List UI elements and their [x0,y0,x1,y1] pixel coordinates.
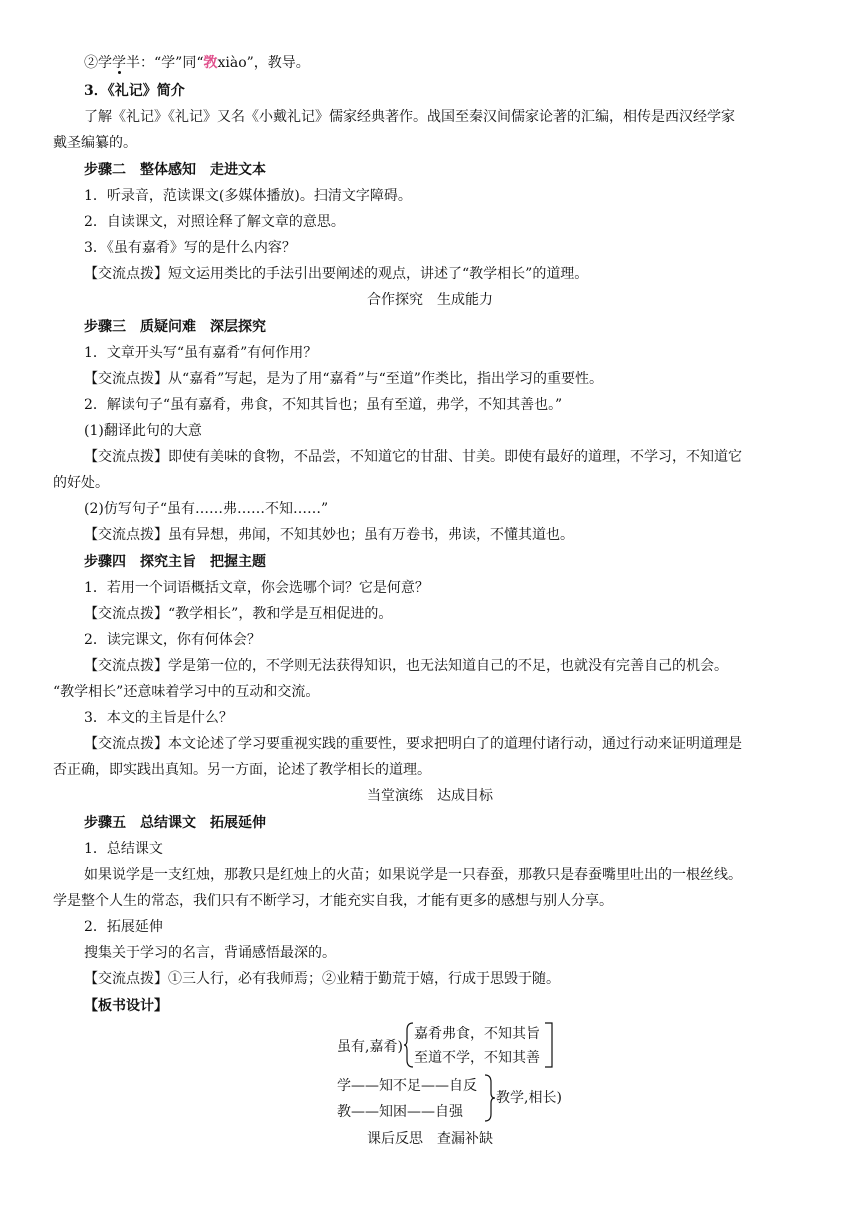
right-bracket-icon [544,1022,554,1068]
step-heading: 步骤四 探究主旨 把握主题 [84,554,266,570]
answer-line: 【交流点拨】即使有美味的食物，不品尝，不知道它的甘甜、甘美。即使有最好的道理，不学习，不知道它 [84,449,742,465]
emphasized-char: 学 [112,55,126,71]
question-line: 3．本文的主旨是什么？ [84,710,233,726]
sub-question-line: (2)仿写句子“虽有……弗……不知……” [84,501,329,517]
section-heading: 课后反思 查漏补缺 [367,1131,493,1147]
question-line: 3．《虽有嘉肴》写的是什么内容？ [84,240,296,256]
item-heading: 3．《礼记》简介 [84,83,185,99]
paragraph-line: 了解《礼记》《礼记》又名《小戴礼记》儒家经典著作。战国至秦汉间儒家论著的汇编，相传是西汉经学家 [84,109,735,125]
answer-line: 【交流点拨】短文运用类比的手法引出要阐述的观点，讲述了“教学相长”的道理。 [84,266,589,282]
board-top-line: 嘉肴弗食，不知其旨 [414,1026,540,1042]
question-line: 1．文章开头写“虽有嘉肴”有何作用？ [84,345,318,361]
question-line: 1．总结课文 [84,841,163,857]
section-heading: 当堂演练 达成目标 [367,788,493,804]
paragraph-line: 搜集关于学习的名言，背诵感悟最深的。 [84,945,336,961]
step-heading: 步骤五 总结课文 拓展延伸 [84,815,266,831]
sub-question-line: (1)翻译此句的大意 [84,423,202,439]
board-row: 教——知困——自强 [337,1104,463,1120]
right-brace-icon [484,1074,496,1122]
note-line [84,52,310,74]
step-heading: 步骤二 整体感知 走进文本 [84,162,266,178]
board-result: 教学,相长) [496,1090,562,1106]
paragraph-line: 如果说学是一支红烛，那教只是红烛上的火苗；如果说学是一只春蚕，那教只是春蚕嘴里吐出的一根丝线。 [84,867,742,883]
text-fragment: ”，教导。 [246,55,310,71]
paragraph-line: 学是整个人生的常态，我们只有不断学习，才能充实自我，才能有更多的感想与别人分享。 [53,893,613,909]
text-fragment: 半：“学”同“ [126,55,204,71]
board-left-label: 虽有,嘉肴) [337,1039,403,1055]
paragraph-line: 戴圣编纂的。 [53,135,137,151]
answer-line: 【交流点拨】①三人行，必有我师焉；②业精于勤荒于嬉，行成于思毁于随。 [84,971,560,987]
answer-line: 【交流点拨】学是第一位的，不学则无法获得知识，也无法知道自己的不足，也就没有完善自己的机会。 [84,658,728,674]
answer-line: 【交流点拨】“教学相长”，教和学是互相促进的。 [84,606,393,622]
question-line: 1．若用一个词语概括文章，你会选哪个词？它是何意？ [84,580,429,596]
question-line: 1．听录音，范读课文(多媒体播放)。扫清文字障碍。 [84,188,412,204]
answer-line: 【交流点拨】虽有异想，弗闻，不知其妙也；虽有万卷书，弗读，不懂其道也。 [84,527,574,543]
question-line: 2．解读句子“虽有嘉肴，弗食，不知其旨也；虽有至道，弗学，不知其善也。” [84,397,563,413]
board-design-heading: 【板书设计】 [84,998,168,1014]
answer-line: 【交流点拨】从“嘉肴”写起，是为了用“嘉肴”与“至道”作类比，指出学习的重要性。 [84,371,603,387]
pinyin: xiào [217,55,247,71]
question-line: 2．自读课文，对照诠释了解文章的意思。 [84,214,345,230]
question-line: 2．读完课文，你有何体会？ [84,632,261,648]
answer-line: 的好处。 [53,475,109,491]
answer-line: 【交流点拨】本文论述了学习要重视实践的重要性，要求把明白了的道理付诸行动，通过行动来证明道理是 [84,736,742,752]
step-heading: 步骤三 质疑问难 深层探究 [84,319,266,335]
section-heading: 合作探究 生成能力 [367,292,493,308]
variant-character: 敩 [203,55,218,71]
board-row: 学——知不足——自反 [337,1078,477,1094]
answer-line: 否正确，即实践出真知。另一方面，论述了教学相长的道理。 [53,762,431,778]
board-top-line: 至道不学，不知其善 [414,1050,540,1066]
question-line: 2．拓展延伸 [84,919,163,935]
text-fragment: ②学 [84,55,112,71]
answer-line: “教学相长”还意味着学习中的互动和交流。 [53,684,320,700]
